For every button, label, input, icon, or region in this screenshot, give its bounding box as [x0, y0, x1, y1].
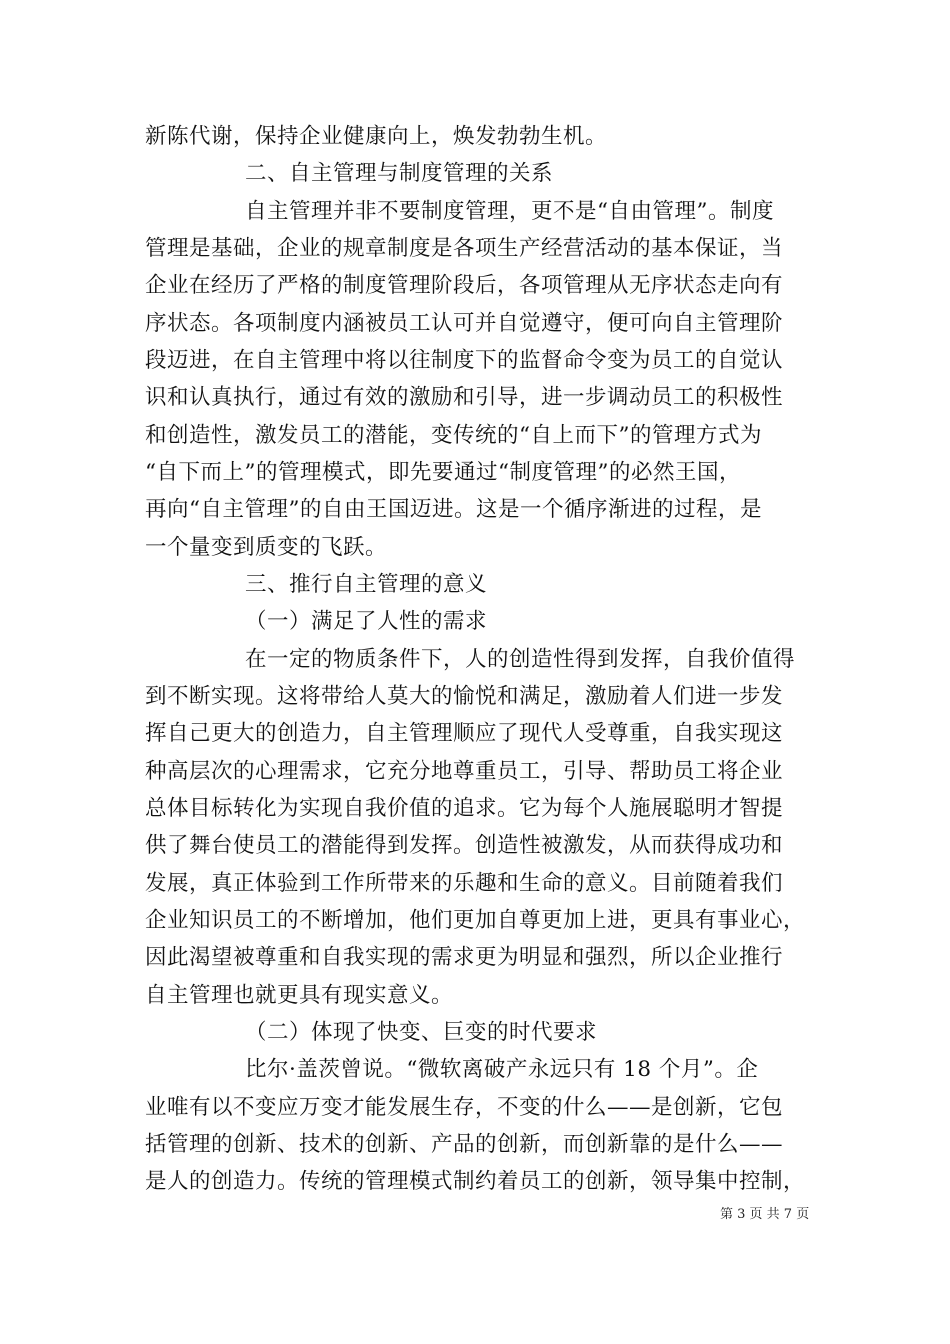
body-text-line: 括管理的创新、技术的创新、产品的创新，而创新靠的是什么——: [145, 1132, 784, 1157]
body-text-line: 管理是基础，企业的规章制度是各项生产经营活动的基本保证，当: [145, 236, 784, 261]
section-heading: 三、推行自主管理的意义: [245, 572, 488, 597]
body-text-line: 供了舞台使员工的潜能得到发挥。创造性被激发，从而获得成功和: [145, 833, 784, 858]
body-text-line: 企业知识员工的不断增加，他们更加自尊更加上进，更具有事业心，: [145, 908, 806, 933]
body-text-line: 在一定的物质条件下，人的创造性得到发挥，自我价值得: [245, 647, 796, 672]
body-text-line: 到不断实现。这将带给人莫大的愉悦和满足，激励着人们进一步发: [145, 684, 784, 709]
body-text-line: 和创造性，激发员工的潜能，变传统的“自上而下”的管理方式为: [145, 423, 762, 448]
subsection-heading: （一）满足了人性的需求: [245, 609, 488, 634]
body-text-line: 新陈代谢，保持企业健康向上，焕发勃勃生机。: [145, 124, 608, 149]
body-text-line: 一个量变到质变的飞跃。: [145, 535, 388, 560]
body-text-line: 比尔·盖茨曾说。“微软离破产永远只有 18 个月”。企: [245, 1057, 759, 1082]
body-text-line: 因此渴望被尊重和自我实现的需求更为明显和强烈，所以企业推行: [145, 945, 784, 970]
body-text-line: 序状态。各项制度内涵被员工认可并自觉遵守，便可向自主管理阶: [145, 311, 784, 336]
body-text-line: “自下而上”的管理模式，即先要通过“制度管理”的必然王国，: [145, 460, 741, 485]
body-text-line: 总体目标转化为实现自我价值的追求。它为每个人施展聪明才智提: [145, 796, 784, 821]
body-text-line: 业唯有以不变应万变才能发展生存，不变的什么——是创新，它包: [145, 1095, 784, 1120]
body-text-line: 是人的创造力。传统的管理模式制约着员工的创新，领导集中控制，: [145, 1169, 806, 1194]
body-text-line: 段迈进，在自主管理中将以往制度下的监督命令变为员工的自觉认: [145, 348, 784, 373]
body-text-line: 挥自己更大的创造力，自主管理顺应了现代人受尊重，自我实现这: [145, 721, 784, 746]
body-text-line: 识和认真执行，通过有效的激励和引导，进一步调动员工的积极性: [145, 385, 784, 410]
body-text-line: 种高层次的心理需求，它充分地尊重员工，引导、帮助员工将企业: [145, 759, 784, 784]
body-text-line: 再向“自主管理”的自由王国迈进。这是一个循序渐进的过程，是: [145, 497, 762, 522]
body-text-line: 企业在经历了严格的制度管理阶段后，各项管理从无序状态走向有: [145, 273, 784, 298]
page-number-footer: 第 3 页 共 7 页: [720, 1207, 810, 1222]
body-text-line: 自主管理并非不要制度管理，更不是“自由管理”。制度: [245, 199, 774, 224]
section-heading: 二、自主管理与制度管理的关系: [245, 161, 554, 186]
body-text-line: 自主管理也就更具有现实意义。: [145, 983, 454, 1008]
body-text-line: 发展，真正体验到工作所带来的乐趣和生命的意义。目前随着我们: [145, 871, 784, 896]
subsection-heading: （二）体现了快变、巨变的时代要求: [245, 1020, 598, 1045]
